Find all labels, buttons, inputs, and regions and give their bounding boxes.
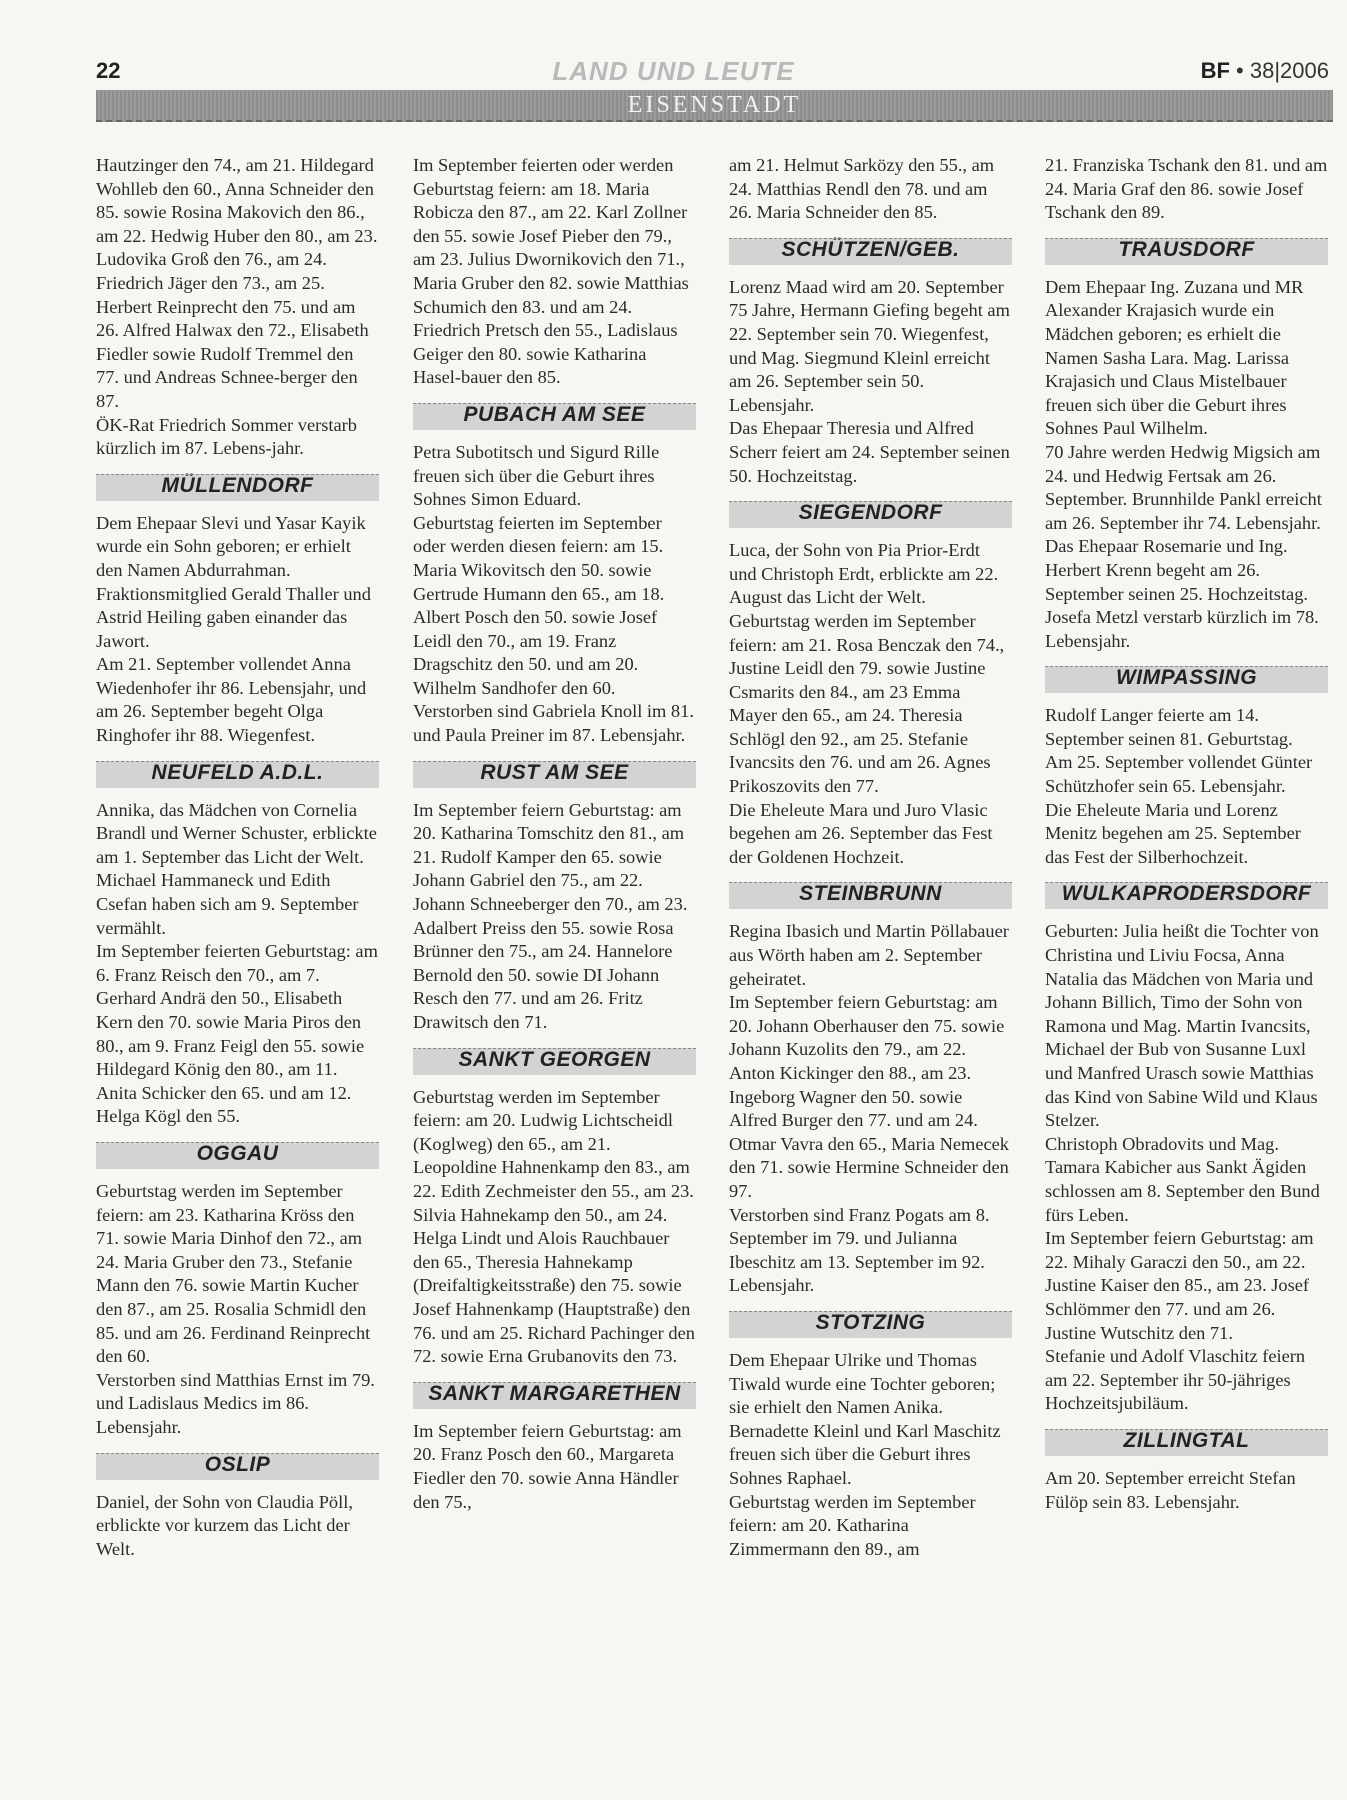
town-heading-label: SANKT MARGARETHEN xyxy=(413,1382,696,1409)
column-1 xyxy=(96,154,379,1561)
announcement-paragraph: Dem Ehepaar Ulrike und Thomas Tiwald wurde eine Tochter geboren; sie erhielt den Namen Anika. Bernadette Kleinl und Karl Maschitz freuen sich über die Geburt ihres Sohnes Raphael. xyxy=(729,1349,1001,1488)
town-heading xyxy=(96,1453,379,1483)
announcement-paragraph: Dem Ehepaar Slevi und Yasar Kayik wurde ein Sohn geboren; er erhielt den Namen Abdurrahman. xyxy=(96,512,366,580)
section-title: LAND UND LEUTE xyxy=(552,56,795,86)
town-heading-label: OGGAU xyxy=(96,1142,379,1169)
announcement-paragraph: Die Eheleute Maria und Lorenz Menitz begehen am 25. September das Fest der Silberhochzeit. xyxy=(1045,799,1301,867)
announcement-paragraph: Josefa Metzl verstarb kürzlich im 78. Lebensjahr. xyxy=(1045,607,1319,651)
town-heading-label: RUST AM SEE xyxy=(413,761,696,788)
announcement-paragraph: Geburtstag werden im September feiern: am 23. Katharina Kröss den 71. sowie Maria Dinhof den 72., am 24. Maria Gruber den 73., Stefanie Mann den 76. sowie Martin Kucher den 87., am 25. Rosalia Schmidl den 85. und am 26. Ferdinand Reinprecht den 60. xyxy=(96,1180,371,1367)
announcement-paragraph: Im September feiern Geburtstag: am 22. Mihaly Garaczi den 50., am 22. Justine Kaiser den 85., am 23. Josef Schlömmer den 77. und am 26. Justine Wutschitz den 71. xyxy=(1045,1228,1314,1343)
town-heading-label: SCHÜTZEN/GEB. xyxy=(729,238,1012,265)
town-heading xyxy=(413,1048,696,1078)
announcement-paragraph: Michael Hammaneck und Edith Csefan haben sich am 9. September vermählt. xyxy=(96,870,359,938)
town-heading xyxy=(1045,238,1328,268)
announcement-paragraph: Geburten: Julia heißt die Tochter von Christina und Liviu Focsa, Anna Natalia das Mädchen von Maria und Johann Billich, Timo der Sohn von Ramona und Mag. Martin Ivancsits, Michael der Bub von Susanne Luxl und Manfred Urasch sowie Matthias das Kind von Sabine Wild und Klaus Stelzer. xyxy=(1045,921,1319,1131)
town-heading xyxy=(413,403,696,433)
town-heading xyxy=(96,474,379,504)
announcement-paragraph: Daniel, der Sohn von Claudia Pöll, erblickte vor kurzem das Licht der Welt. xyxy=(96,1491,353,1559)
town-heading-label: WIMPASSING xyxy=(1045,666,1328,693)
announcement-paragraph: Am 20. September erreicht Stefan Fülöp sein 83. Lebensjahr. xyxy=(1045,1467,1296,1512)
announcement-paragraph: Regina Ibasich und Martin Pöllabauer aus Wörth haben am 2. September geheiratet. xyxy=(729,921,1009,989)
announcement-paragraph: Fraktionsmitglied Gerald Thaller und Astrid Heiling gaben einander das Jawort. xyxy=(96,583,371,651)
announcement-paragraph: Lorenz Maad wird am 20. September 75 Jahre, Hermann Giefing begeht am 22. September sein 70. Wiegenfest, und Mag. Siegmund Kleinl erreicht am 26. September sein 50. Lebensjahr. xyxy=(729,276,1010,415)
town-heading-label: SIEGENDORF xyxy=(729,501,1012,528)
announcement-paragraph: Verstorben sind Franz Pogats am 8. September im 79. und Julianna Ibeschitz am 13. September im 92. Lebensjahr. xyxy=(729,1204,990,1296)
announcement-paragraph: Die Eheleute Mara und Juro Vlasic begehen am 26. September das Fest der Goldenen Hochzeit. xyxy=(729,799,993,867)
town-heading xyxy=(729,1311,1012,1341)
announcement-paragraph: Im September feiern Geburtstag: am 20. Katharina Tomschitz den 81., am 21. Rudolf Kamper den 65. sowie Johann Gabriel den 75., am 22. Johann Schneeberger den 70., am 23. Adalbert Preiss den 55. sowie Rosa Brünner den 75., am 24. Hannelore Bernold den 50. sowie DI Johann Resch den 77. und am 26. Fritz Drawitsch den 71. xyxy=(413,799,688,1032)
town-heading xyxy=(729,238,1012,268)
announcement-paragraph: ÖK-Rat Friedrich Sommer verstarb kürzlich im 87. Lebens-jahr. xyxy=(96,414,357,459)
announcement-paragraph: Rudolf Langer feierte am 14. September seinen 81. Geburtstag. xyxy=(1045,705,1293,749)
town-heading-label: ZILLINGTAL xyxy=(1045,1429,1328,1456)
issue-info xyxy=(1201,58,1329,84)
page-number: 22 xyxy=(96,58,121,83)
announcement-paragraph: Am 21. September vollendet Anna Wiedenhofer ihr 86. Lebensjahr, und am 26. September begeht Olga Ringhofer ihr 88. Wiegenfest. xyxy=(96,654,367,746)
announcement-paragraph: 21. Franziska Tschank den 81. und am 24. Maria Graf den 86. sowie Josef Tschank den 89. xyxy=(1045,155,1328,223)
announcement-paragraph: Im September feiern Geburtstag: am 20. Franz Posch den 60., Margareta Fiedler den 70. sowie Anna Händler den 75., xyxy=(413,1420,682,1512)
column-4 xyxy=(1045,154,1328,1514)
town-heading xyxy=(96,761,379,791)
town-heading xyxy=(413,761,696,791)
announcement-paragraph: Annika, das Mädchen von Cornelia Brandl und Werner Schuster, erblickte am 1. September das Licht der Welt. xyxy=(96,799,377,867)
town-heading xyxy=(413,1382,696,1412)
announcement-paragraph: Hautzinger den 74., am 21. Hildegard Wohlleb den 60., Anna Schneider den 85. sowie Rosina Makovich den 86., am 22. Hedwig Huber den 80., am 23. Ludovika Groß den 76., am 24. Friedrich Jäger den 73., am 25. Herbert Reinprecht den 75. und am 26. Alfred Halwax den 72., Elisabeth Fiedler sowie Rudolf Tremmel den 77. und Andreas Schnee-berger den 87. xyxy=(96,155,378,411)
announcement-paragraph: Christoph Obradovits und Mag. Tamara Kabicher aus Sankt Ägiden schlossen am 8. September den Bund fürs Leben. xyxy=(1045,1133,1320,1225)
announcement-paragraph: Geburtstag werden im September feiern: am 20. Katharina Zimmermann den 89., am xyxy=(729,1491,976,1559)
town-heading xyxy=(1045,666,1328,696)
town-heading-label: WULKAPRODERSDORF xyxy=(1045,882,1328,909)
town-heading xyxy=(1045,882,1328,912)
announcement-paragraph: Verstorben sind Gabriela Knoll im 81. und Paula Preiner im 87. Lebensjahr. xyxy=(413,701,694,746)
announcement-paragraph: Am 25. September vollendet Günter Schützhofer sein 65. Lebensjahr. xyxy=(1045,752,1313,797)
paper-name: BF xyxy=(1200,58,1230,83)
region-banner xyxy=(96,90,1333,122)
column-2 xyxy=(413,154,696,1514)
town-heading xyxy=(729,882,1012,912)
town-heading-label: PUBACH AM SEE xyxy=(413,403,696,430)
region-title: EISENSTADT xyxy=(627,92,802,118)
town-heading xyxy=(1045,1429,1328,1459)
town-heading-label: MÜLLENDORF xyxy=(96,474,379,501)
announcement-paragraph: Verstorben sind Matthias Ernst im 79. und Ladislaus Medics im 86. Lebensjahr. xyxy=(96,1369,375,1437)
announcement-paragraph: Petra Subotitsch und Sigurd Rille freuen sich über die Geburt ihres Sohnes Simon Eduard. xyxy=(413,441,660,510)
announcement-paragraph: Im September feierten Geburtstag: am 6. Franz Reisch den 70., am 7. Gerhard Andrä den 50., Elisabeth Kern den 70. sowie Maria Piros den 80., am 9. Franz Feigl den 55. sowie Hildegard König den 80., am 11. Anita Schicker den 65. und am 12. Helga Kögl den 55. xyxy=(96,941,378,1127)
town-heading-label: STEINBRUNN xyxy=(729,882,1012,909)
announcement-paragraph: Im September feiern Geburtstag: am 20. Johann Oberhauser den 75. sowie Johann Kuzolits den 79., am 22. Anton Kickinger den 88., am 23. Ingeborg Wagner den 50. sowie Alfred Burger den 77. und am 24. Otmar Vavra den 65., Maria Nemecek den 71. sowie Hermine Schneider den 97. xyxy=(729,992,1010,1201)
announcement-paragraph: Geburtstag werden im September feiern: am 21. Rosa Benczak den 74., Justine Leidl den 79. sowie Justine Csmarits den 84., am 23 Emma Mayer den 65., am 24. Theresia Schlögl den 92., am 25. Stefanie Ivancsits den 76. und am 26. Agnes Prikoszovits den 77. xyxy=(729,610,1005,797)
announcement-paragraph: Dem Ehepaar Ing. Zuzana und MR Alexander Krajasich wurde ein Mädchen geboren; es erhielt die Namen Sasha Lara. Mag. Larissa Krajasich und Claus Mistelbauer freuen sich über die Geburt ihres Sohnes Paul Wilhelm. xyxy=(1045,276,1304,439)
column-3 xyxy=(729,154,1012,1561)
announcement-paragraph: Geburtstag feierten im September oder werden diesen feiern: am 15. Maria Wikovitsch den 50. sowie Gertrude Humann den 65., am 18. Albert Posch den 50. sowie Josef Leidl den 70., am 19. Franz Dragschitz den 50. und am 20. Wilhelm Sandhofer den 60. xyxy=(413,512,665,698)
announcement-paragraph: Im September feierten oder werden Geburtstag feiern: am 18. Maria Robicza den 87., am 22. Karl Zollner den 55. sowie Josef Pieber den 79., am 23. Julius Dwornikovich den 71., Maria Gruber den 82. sowie Matthias Schumich den 83. und am 24. Friedrich Pretsch den 55., Ladislaus Geiger den 80. sowie Katharina Hasel-bauer den 85. xyxy=(413,155,689,388)
announcement-paragraph: Das Ehepaar Rosemarie und Ing. Herbert Krenn begeht am 26. September seinen 25. Hochzeitstag. xyxy=(1045,536,1309,604)
separator: • xyxy=(1236,58,1244,83)
issue-number: 38|2006 xyxy=(1249,58,1329,83)
town-heading-label: OSLIP xyxy=(96,1453,379,1480)
town-heading-label: SANKT GEORGEN xyxy=(413,1048,696,1075)
announcement-paragraph: am 21. Helmut Sarközy den 55., am 24. Matthias Rendl den 78. und am 26. Maria Schneider den 85. xyxy=(729,155,995,223)
town-heading-label: STOTZING xyxy=(729,1311,1012,1338)
announcement-paragraph: Das Ehepaar Theresia und Alfred Scherr feiert am 24. September seinen 50. Hochzeitstag. xyxy=(729,418,1010,486)
town-heading-label: TRAUSDORF xyxy=(1045,238,1328,265)
announcement-paragraph: Geburtstag werden im September feiern: am 20. Ludwig Lichtscheidl (Koglweg) den 65., am 21. Leopoldine Hahnenkamp den 83., am 22. Edith Zechmeister den 55., am 23. Silvia Hahnekamp den 50., am 24. Helga Lindt und Alois Rauchbauer den 65., Theresia Hahnekamp (Dreifaltigkeitsstraße) den 75. sowie Josef Hahnenkamp (Hauptstraße) den 76. und am 25. Richard Pachinger den 72. sowie Erna Grubanovits den 73. xyxy=(413,1086,695,1367)
announcement-paragraph: Luca, der Sohn von Pia Prior-Erdt und Christoph Erdt, erblickte am 22. August das Licht der Welt. xyxy=(729,540,999,608)
town-heading xyxy=(729,501,1012,531)
announcement-paragraph: Stefanie und Adolf Vlaschitz feiern am 22. September ihr 50-jähriges Hochzeitsjubiläum. xyxy=(1045,1346,1306,1414)
announcement-paragraph: 70 Jahre werden Hedwig Migsich am 24. und Hedwig Fertsak am 26. September. Brunnhilde Pankl erreicht am 26. September ihr 74. Lebensjahr. xyxy=(1045,441,1322,533)
town-heading xyxy=(96,1142,379,1172)
town-heading-label: NEUFELD A.D.L. xyxy=(96,761,379,788)
